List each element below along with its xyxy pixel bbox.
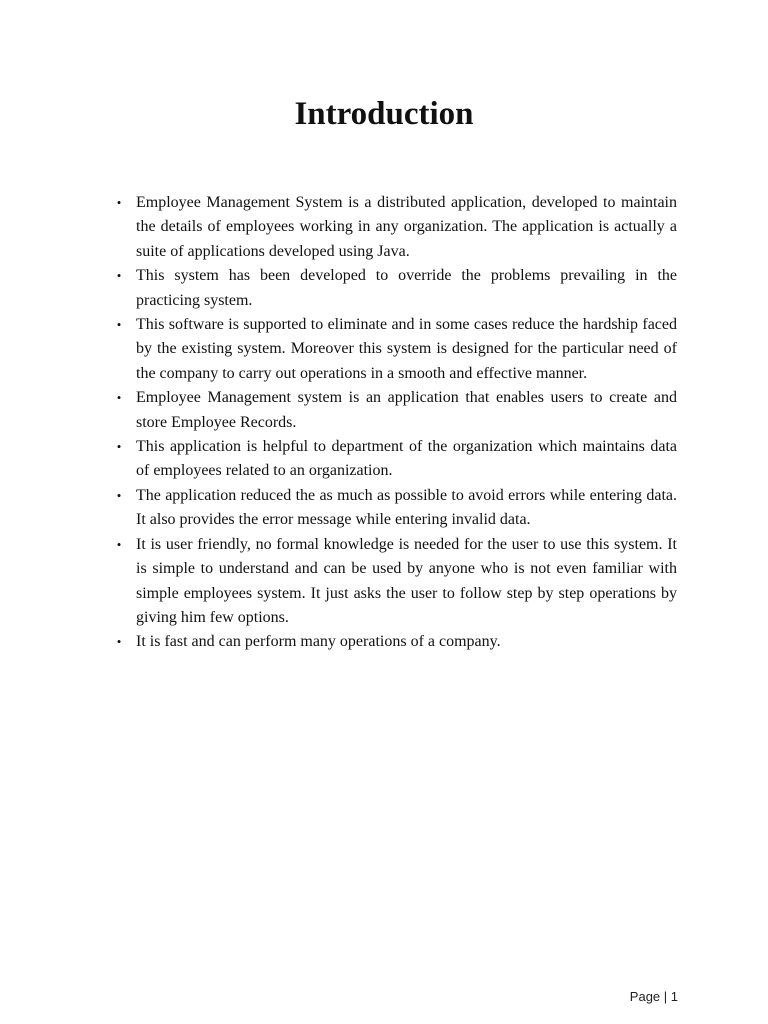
bullet-dot-icon: •	[116, 195, 122, 210]
bullet-dot-icon: •	[116, 536, 122, 552]
bullet-dot-icon: •	[116, 317, 122, 333]
list-item	[114, 533, 677, 631]
list-item-text: This system has been developed to override the problems prevailing in the practicing system.	[136, 267, 677, 309]
list-item	[114, 630, 677, 654]
list-item-text: It is fast and can perform many operations of a company.	[136, 633, 501, 651]
bullet-dot-icon: •	[116, 439, 122, 455]
bullet-list	[114, 191, 677, 655]
list-item-text: This software is supported to eliminate and in some cases reduce the hardship faced by the existing system. Moreover this system is designed for the particular need of the company to carry out operations in a smooth and effective manner.	[136, 316, 677, 382]
list-item-text: The application reduced the as much as possible to avoid errors while entering data. It also provides the error message while entering invalid data.	[136, 486, 677, 529]
list-item-text: It is user friendly, no formal knowledge is needed for the user to use this system. It is simple to understand and can be used by anyone who is not even familiar with simple employees system. It just asks the user to follow step by step operations by giving him few options.	[136, 535, 677, 626]
list-item	[114, 191, 677, 264]
list-item-text: Employee Management System is a distributed application, developed to maintain the details of employees working in any organization. The application is actually a suite of applications developed using Java.	[136, 194, 677, 260]
page-title: Introduction	[294, 96, 474, 132]
bullet-dot-icon: •	[116, 487, 122, 503]
list-item-text: Employee Management system is an application that enables users to create and store Employee Records.	[136, 389, 677, 431]
bullet-dot-icon: •	[116, 268, 122, 284]
list-item	[114, 386, 677, 435]
list-item	[114, 484, 677, 533]
page-number: Page | 1	[629, 989, 678, 1004]
bullet-dot-icon: •	[116, 390, 122, 406]
list-item	[114, 313, 677, 386]
list-item	[114, 435, 677, 484]
bullet-dot-icon: •	[116, 634, 122, 650]
list-item-text: This application is helpful to department of the organization which maintains data of employees related to an organization.	[136, 438, 677, 480]
list-item	[114, 264, 677, 313]
